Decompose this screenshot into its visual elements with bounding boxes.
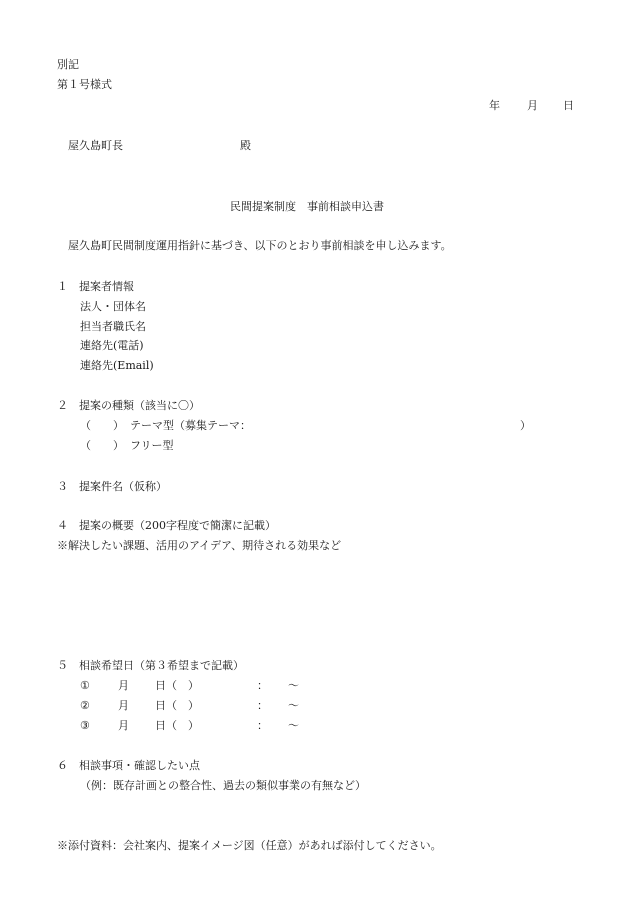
date-year-label: 年 <box>489 99 500 112</box>
consult-date-month: 月 <box>118 699 129 712</box>
attachment-note: ※添付資料：会社案内、提案イメージ図（任意）があれば添付してください。 <box>57 839 442 852</box>
option-free-checkbox[interactable]: （ ） <box>80 439 124 452</box>
annex-label: 別記 <box>57 58 79 71</box>
consult-date-day: 日（ ） <box>155 719 199 732</box>
option-free-label: フリー型 <box>130 439 174 452</box>
consult-date-month: 月 <box>118 719 129 732</box>
consult-date-month: 月 <box>118 679 129 692</box>
form-number: 第１号様式 <box>57 78 112 91</box>
section-6-heading: ６ 相談事項・確認したい点 <box>57 759 200 772</box>
option-theme-label: テーマ型（募集テーマ： <box>130 419 251 432</box>
section-4-heading: ４ 提案の概要（200字程度で簡潔に記載） <box>57 519 276 532</box>
section-5-heading: ５ 相談希望日（第３希望まで記載） <box>57 659 244 672</box>
field-contact-person: 担当者職氏名 <box>80 320 146 333</box>
section-2-heading: ２ 提案の種類（該当に〇） <box>57 399 200 412</box>
consult-date-number: ③ <box>80 719 90 732</box>
consult-date-tilde: ～ <box>288 699 299 712</box>
section-3-heading: ３ 提案件名（仮称） <box>57 480 167 493</box>
section-4-note: ※解決したい課題、活用のアイデア、期待される効果など <box>57 539 342 552</box>
consult-date-day: 日（ ） <box>155 679 199 692</box>
consult-date-number: ① <box>80 679 90 692</box>
addressee-mayor: 屋久島町長 <box>68 139 123 152</box>
consult-date-tilde: ～ <box>288 679 299 692</box>
consult-date-tilde: ～ <box>288 719 299 732</box>
field-email: 連絡先(Email) <box>80 359 154 372</box>
consult-date-day: 日（ ） <box>155 699 199 712</box>
date-day-label: 日 <box>563 99 574 112</box>
section-6-example: （例：既存計画との整合性、過去の類似事業の有無など） <box>80 779 366 792</box>
consult-date-colon: ： <box>257 699 268 712</box>
section-1-heading: １ 提案者情報 <box>57 280 134 293</box>
field-phone: 連絡先(電話) <box>80 339 144 352</box>
date-month-label: 月 <box>527 99 538 112</box>
option-theme-checkbox[interactable]: （ ） <box>80 419 124 432</box>
consult-date-colon: ： <box>257 719 268 732</box>
intro-text: 屋久島町民間制度運用指針に基づき、以下のとおり事前相談を申し込みます。 <box>68 239 452 252</box>
option-theme-close-paren: ） <box>520 419 531 432</box>
document-title: 民間提案制度 事前相談申込書 <box>230 200 384 213</box>
field-org-name: 法人・団体名 <box>80 300 146 313</box>
addressee-honorific: 殿 <box>240 139 251 152</box>
consult-date-number: ② <box>80 699 90 712</box>
consult-date-colon: ： <box>257 679 268 692</box>
